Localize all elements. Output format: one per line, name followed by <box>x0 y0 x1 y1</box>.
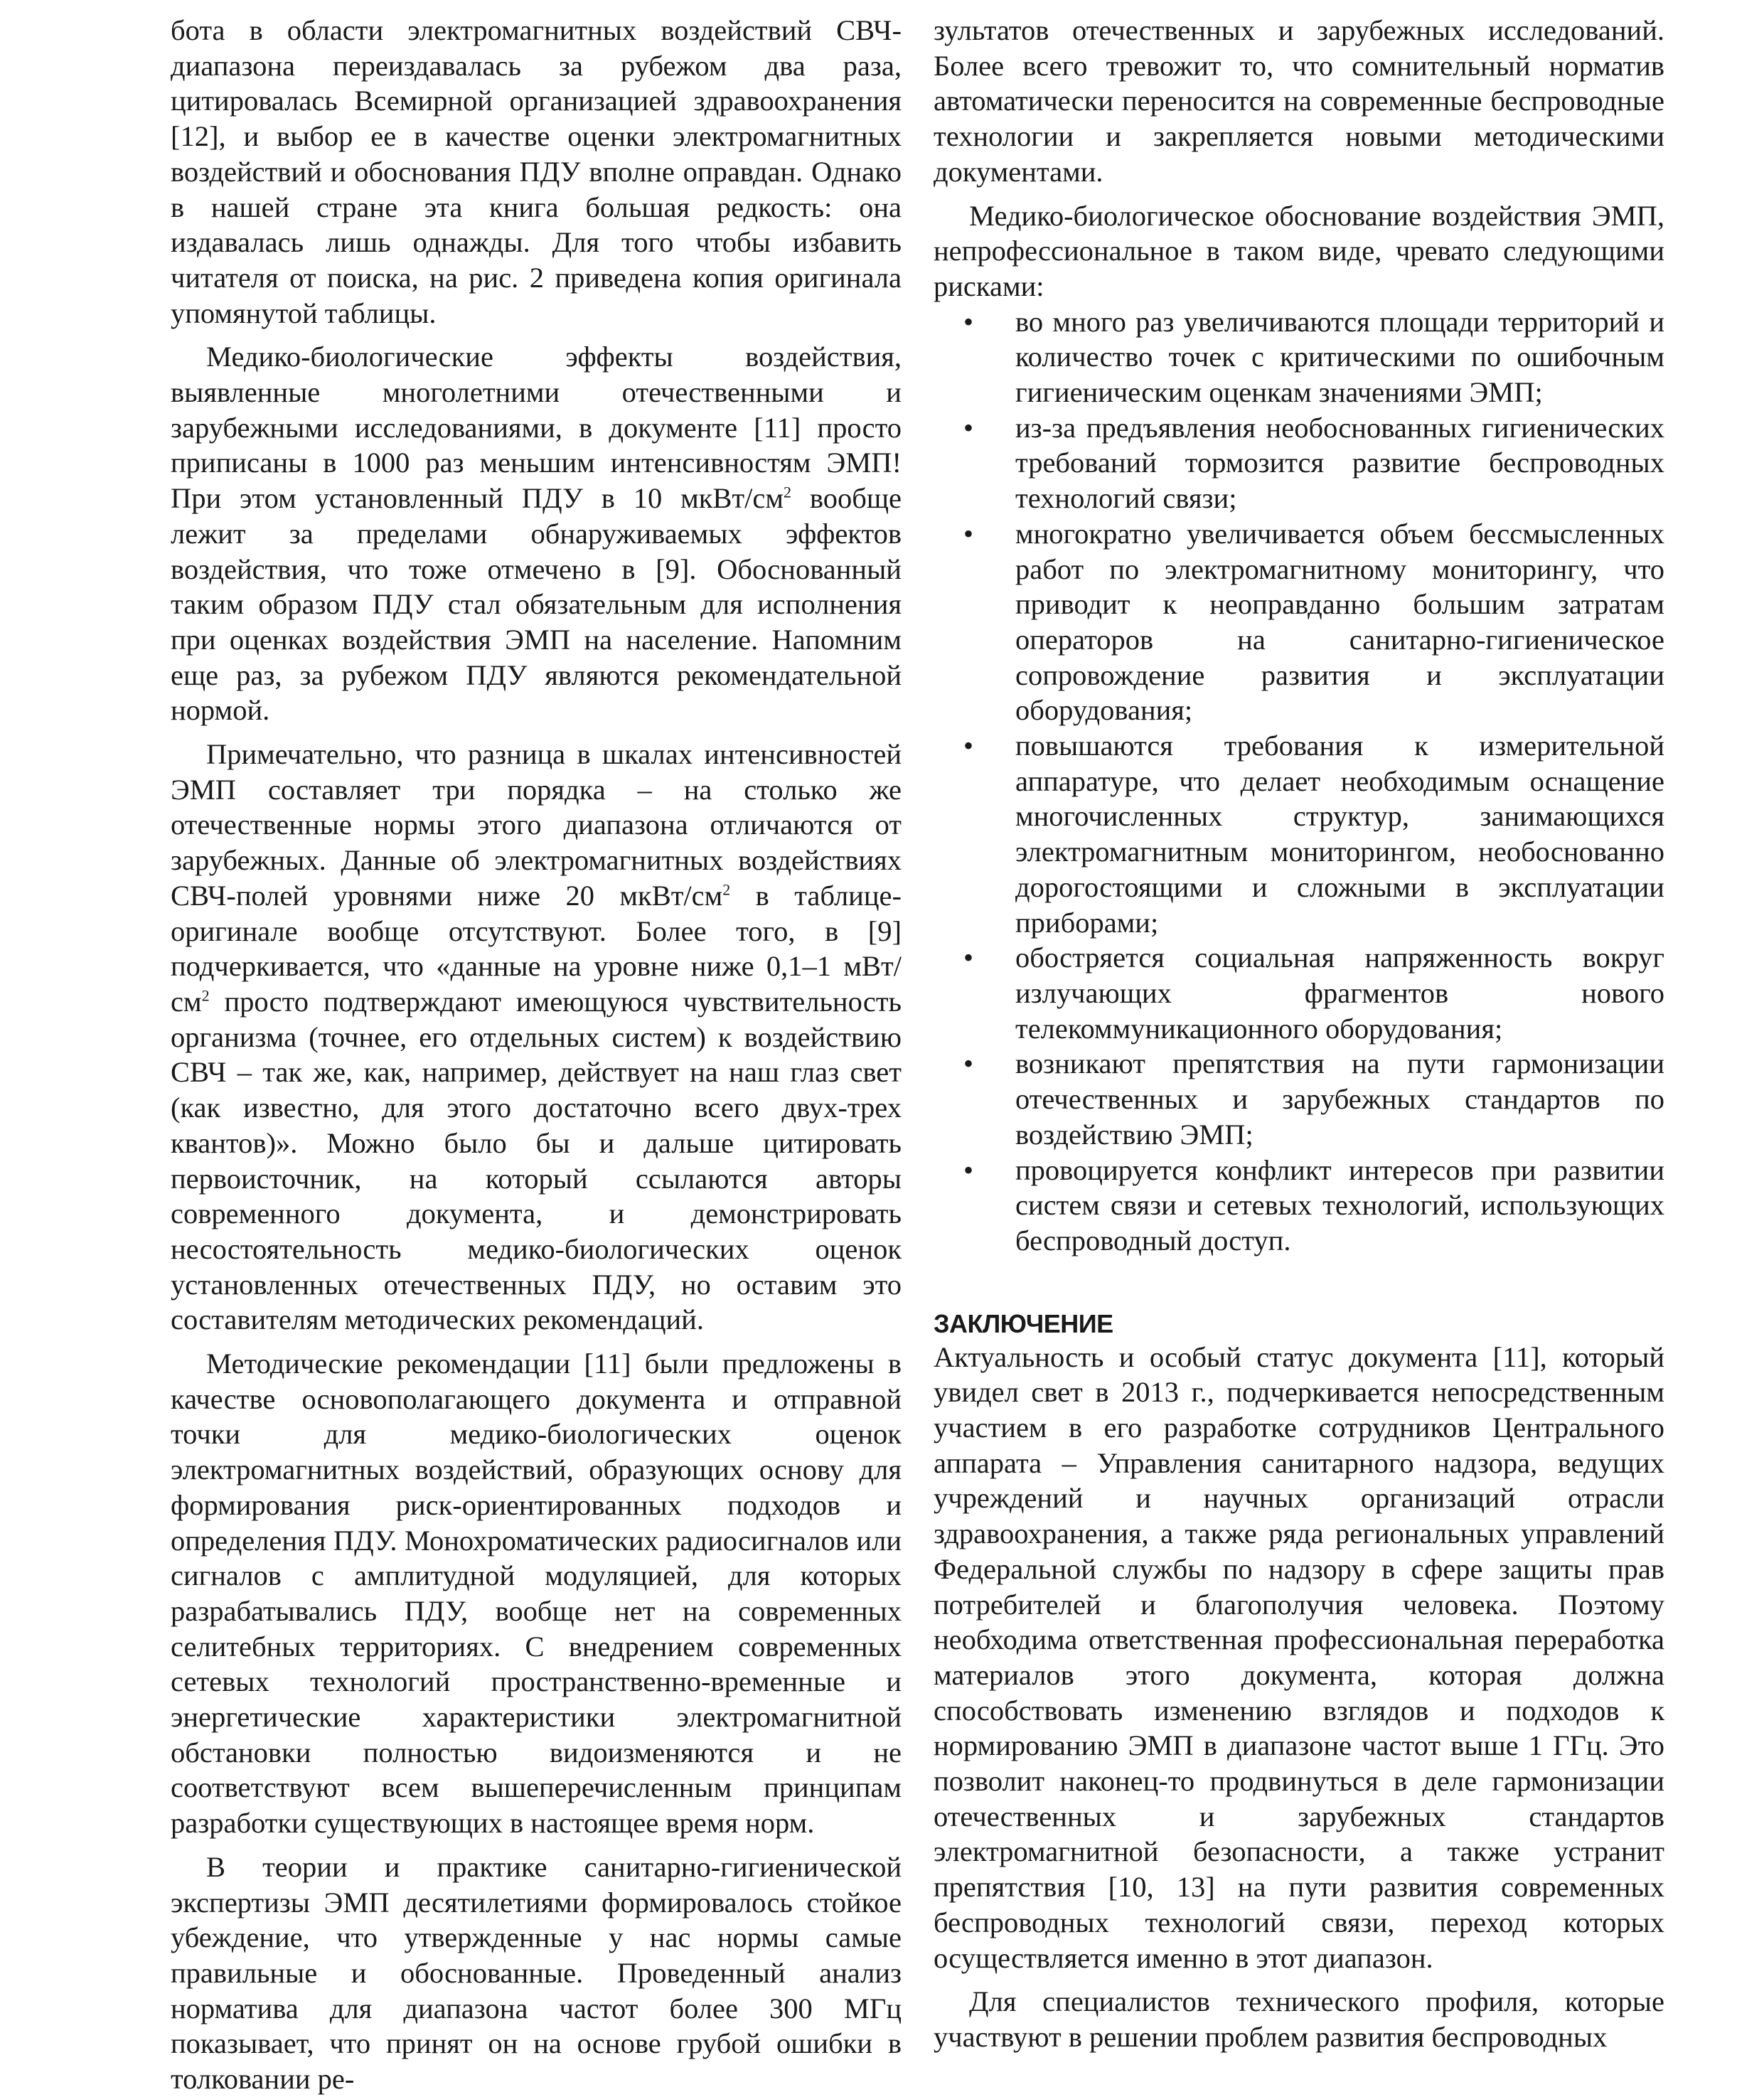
superscript: 2 <box>201 986 210 1005</box>
list-item <box>934 1046 1664 1152</box>
spacer <box>934 1259 1664 1308</box>
paragraph <box>171 737 902 1338</box>
superscript: 2 <box>783 483 791 501</box>
risk-list <box>934 304 1664 1259</box>
paragraph: В теории и практике санитарно-гигиенической экспертизы ЭМП десятилетиями формировалось стойкое убеждение, что утвержденные у нас нормы самые правильные и обоснованные. Проведенный анализ норматива для диапазона частот более 300 МГц показывает, что принят он на основе грубой ошибки в толковании ре- <box>171 1850 902 2096</box>
list-item <box>934 728 1664 940</box>
paragraph: зультатов отечественных и зарубежных исследований. Более всего тревожит то, что сомнительный норматив автоматически переносится на современные беспроводные технологии и закрепляется новыми методическими документами. <box>934 14 1664 188</box>
list-item-text: во много раз увеличиваются площади территорий и количество точек с критическими по ошибочным гигиеническим оценкам значениями ЭМП; <box>1015 305 1664 409</box>
list-item-text: из-за предъявления необоснованных гигиенических требований тормозится развитие беспроводных технологий связи; <box>1015 411 1664 515</box>
superscript: 2 <box>722 880 731 899</box>
paragraph <box>171 339 902 728</box>
bullet-icon: • <box>963 730 974 762</box>
paragraph: Методические рекомендации [11] были предложены в качестве основополагающего документа и отправной точки для медико-биологических оценок электромагнитных воздействий, образующих основу для формирования риск-ориентированных подходов и определения ПДУ. Монохроматических радиосигналов или сигналов с амплитудной модуляцией, для которых разрабатывались ПДУ, вообще нет на современных селитебных территориях. С внедрением современных сетевых технологий пространственно-временные и энергетические характеристики электромагнитной обстановки полностью видоизменяются и не соответствуют всем вышеперечисленным принципам разработки существующих в настоящее время норм. <box>171 1348 902 1840</box>
text-run: в таблице-оригинале вообще отсутствуют. Более того, в [9] подчеркивается, что «данные на уровне ниже 0,1–1 мВт/см <box>171 879 902 1018</box>
bullet-icon: • <box>963 1047 974 1080</box>
list-item <box>934 410 1664 516</box>
bullet-icon: • <box>963 305 974 338</box>
list-item <box>934 1153 1664 1259</box>
list-item-text: обостряется социальная напряженность вокруг излучающих фрагментов нового телекоммуникационного оборудования; <box>1015 941 1664 1045</box>
right-column <box>934 13 1664 2055</box>
bullet-icon: • <box>963 941 974 974</box>
paragraph: Медико-биологическое обоснование воздействия ЭМП, непрофессиональное в таком виде, чревато следующими рисками: <box>934 199 1664 302</box>
list-item-text: многократно увеличивается объем бессмысленных работ по электромагнитному мониторингу, что приводит к неоправданно большим затратам операторов на санитарно-гигиеническое сопровождение развития и эксплуатации оборудования; <box>1015 517 1664 727</box>
section-heading: ЗАКЛЮЧЕНИЕ <box>934 1308 1113 1338</box>
list-item <box>934 516 1664 728</box>
text-run: вообще лежит за пределами обнаруживаемых эффектов воздействия, что тоже отмечено в [9]. Обоснованный таким образом ПДУ стал обязательным для исполнения при оценках воздействия ЭМП на население. Напомним еще раз, за рубежом ПДУ являются рекомендательной нормой. <box>171 482 902 727</box>
list-item <box>934 304 1664 410</box>
bullet-icon: • <box>963 411 974 444</box>
list-item <box>934 940 1664 1046</box>
paragraph: Для специалистов технического профиля, которые участвуют в решении проблем развития беспроводных <box>934 1985 1664 2053</box>
text-run: просто подтверждают имеющуюся чувствительность организма (точнее, его отдельных систем) к воздействию СВЧ – так же, как, например, действует на наш глаз свет (как известно, для этого достаточно всего двух-трех квантов)». Можно было бы и дальше цитировать первоисточник, на который ссылаются авторы современного документа, и демонстрировать несостоятельность медико-биологических оценок установленных отечественных ПДУ, но оставим это составителям методических рекомендаций. <box>171 985 902 1336</box>
bullet-icon: • <box>963 1153 974 1186</box>
text-run: Примечательно, что разница в шкалах интенсивностей ЭМП составляет три порядка – на столько же отечественные нормы этого диапазона отличаются от зарубежных. Данные об электромагнитных воздействиях СВЧ-полей уровнями ниже 20 мкВт/см <box>171 738 902 912</box>
text-run: Медико-биологические эффекты воздействия, выявленные многолетними отечественными и зарубежными исследованиями, в документе [11] просто приписаны в 1000 раз меньшим интенсивностям ЭМП! При этом установленный ПДУ в 10 мкВт/см <box>171 341 902 515</box>
list-item-text: возникают препятствия на пути гармонизации отечественных и зарубежных стандартов по воздействию ЭМП; <box>1015 1047 1664 1151</box>
paragraph: Актуальность и особый статус документа [11], который увидел свет в 2013 г., подчеркивается непосредственным участием в его разработке сотрудников Центрального аппарата – Управления санитарного надзора, ведущих учреждений и научных организаций отрасли здравоохранения, а также ряда региональных управлений Федеральной службы по надзору в сфере защиты прав потребителей и благополучия человека. Поэтому необходима ответственная профессиональная переработка материалов этого документа, которая должна способствовать изменению взглядов и подходов к нормированию ЭМП в диапазоне частот выше 1 ГГц. Это позволит наконец-то продвинуться в деле гармонизации отечественных и зарубежных стандартов электромагнитной безопасности, а также устранит препятствия [10, 13] на пути развития современных беспроводных технологий связи, переход которых осуществляется именно в этот диапазон. <box>934 1340 1664 1974</box>
list-item-text: повышаются требования к измерительной аппаратуре, что делает необходимым оснащение многочисленных структур, занимающихся электромагнитным мониторингом, необоснованно дорогостоящими и сложными в эксплуатации приборами; <box>1015 730 1664 939</box>
bullet-icon: • <box>963 517 974 550</box>
paragraph: бота в области электромагнитных воздействий СВЧ-диапазона переиздавалась за рубежом два раза, цитировалась Всемирной организацией здравоохранения [12], и выбор ее в качестве оценки электромагнитных воздействий и обоснования ПДУ вполне оправдан. Однако в нашей стране эта книга большая редкость: она издавалась лишь однажды. Для того чтобы избавить читателя от поиска, на рис. 2 приведена копия оригинала упомянутой таблицы. <box>171 14 902 329</box>
list-item-text: провоцируется конфликт интересов при развитии систем связи и сетевых технологий, использующих беспроводный доступ. <box>1015 1153 1664 1256</box>
left-column <box>171 13 902 2097</box>
